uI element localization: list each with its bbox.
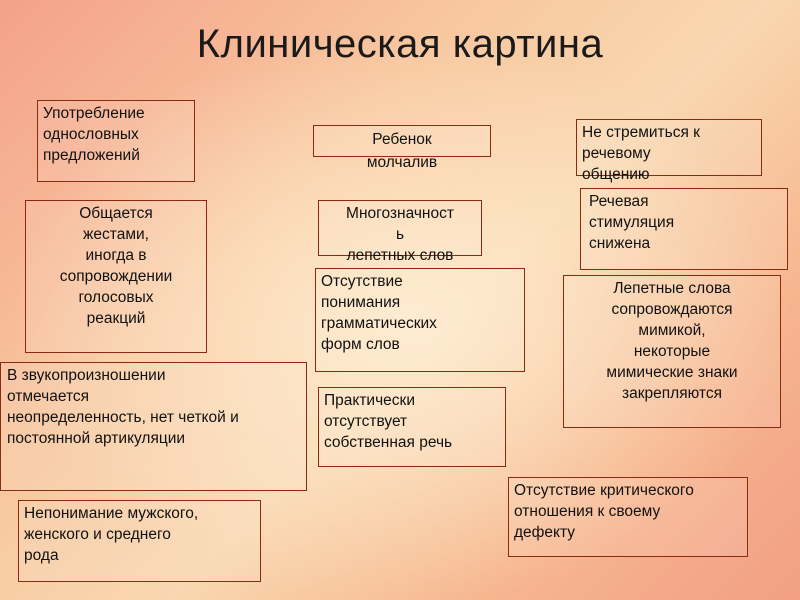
- text-box-grammar-understanding: Отсутствие понимания грамматических форм слов: [315, 268, 525, 372]
- text-box-no-communication-drive: Не стремиться к речевому общению: [576, 119, 762, 176]
- text-box-child-silent: Ребенок молчалив: [313, 125, 491, 157]
- text-box-no-own-speech: Практически отсутствует собственная речь: [318, 387, 506, 467]
- text-box-babble-ambiguity: Многозначност ь лепетных слов: [318, 200, 482, 256]
- text-box-babble-mimicry: Лепетные слова сопровождаются мимикой, некоторые мимические знаки закрепляются: [563, 275, 781, 428]
- text-box-gender-understanding: Непонимание мужского, женского и среднего рода: [18, 500, 261, 582]
- text-box-sound-pronunciation: В звукопроизношении отмечается неопределенность, нет четкой и постоянной артикуляции: [0, 362, 307, 491]
- text-box-no-critical-attitude: Отсутствие критического отношения к своему дефекту: [508, 477, 748, 557]
- text-box-gestures: Общается жестами, иногда в сопровождении голосовых реакций: [25, 200, 207, 353]
- text-box-one-word-sentences: Употребление однословных предложений: [37, 100, 195, 182]
- slide-title: Клиническая картина: [196, 22, 604, 66]
- text-box-speech-stimulation: Речевая стимуляция снижена: [580, 188, 788, 270]
